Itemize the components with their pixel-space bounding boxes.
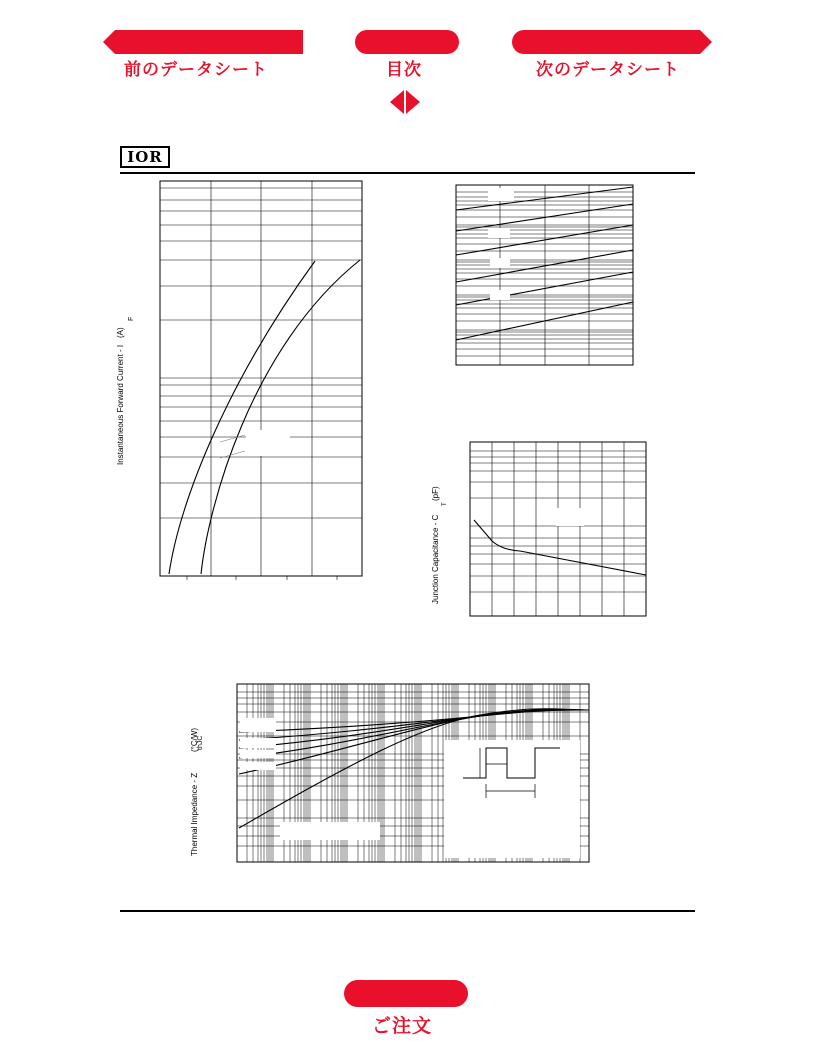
prev-datasheet-tab[interactable] (103, 30, 303, 54)
curve-a (169, 261, 315, 574)
y-axis-label: Thermal Impedance - Z (190, 772, 199, 856)
forward-characteristic-chart (110, 178, 380, 588)
toc-button[interactable] (355, 30, 459, 54)
ir-logo: IOR (120, 146, 170, 168)
prev-datasheet-link[interactable]: 前のデータシート (124, 60, 268, 80)
next-datasheet-tab[interactable] (512, 30, 712, 54)
capacitance-chart (420, 438, 652, 620)
next-page-arrow-icon[interactable] (406, 90, 420, 114)
thermal-impedance-chart (180, 680, 600, 865)
capacitance-curve (474, 520, 646, 575)
y-axis-unit: (°C/W) (190, 727, 199, 752)
y-axis-subscript: thJC (197, 735, 204, 750)
order-button[interactable] (344, 980, 468, 1007)
y-axis-subscript: F (128, 316, 135, 321)
y-axis-subscript: T (442, 502, 448, 506)
header-rule (120, 172, 695, 174)
footer-rule (120, 910, 695, 912)
toc-link[interactable]: 目次 (386, 60, 422, 80)
curve-b (201, 260, 360, 574)
order-link[interactable]: ご注文 (372, 1015, 433, 1037)
reverse-current-chart (450, 180, 640, 370)
y-axis-label: Instantaneous Forward Current - I (116, 344, 125, 465)
y-axis-unit: (A) (116, 327, 125, 338)
y-axis-unit: (pF) (431, 486, 440, 501)
prev-page-arrow-icon[interactable] (390, 90, 404, 114)
y-axis-label: Junction Capacitance - C (431, 514, 440, 604)
next-datasheet-link[interactable]: 次のデータシート (536, 60, 680, 80)
